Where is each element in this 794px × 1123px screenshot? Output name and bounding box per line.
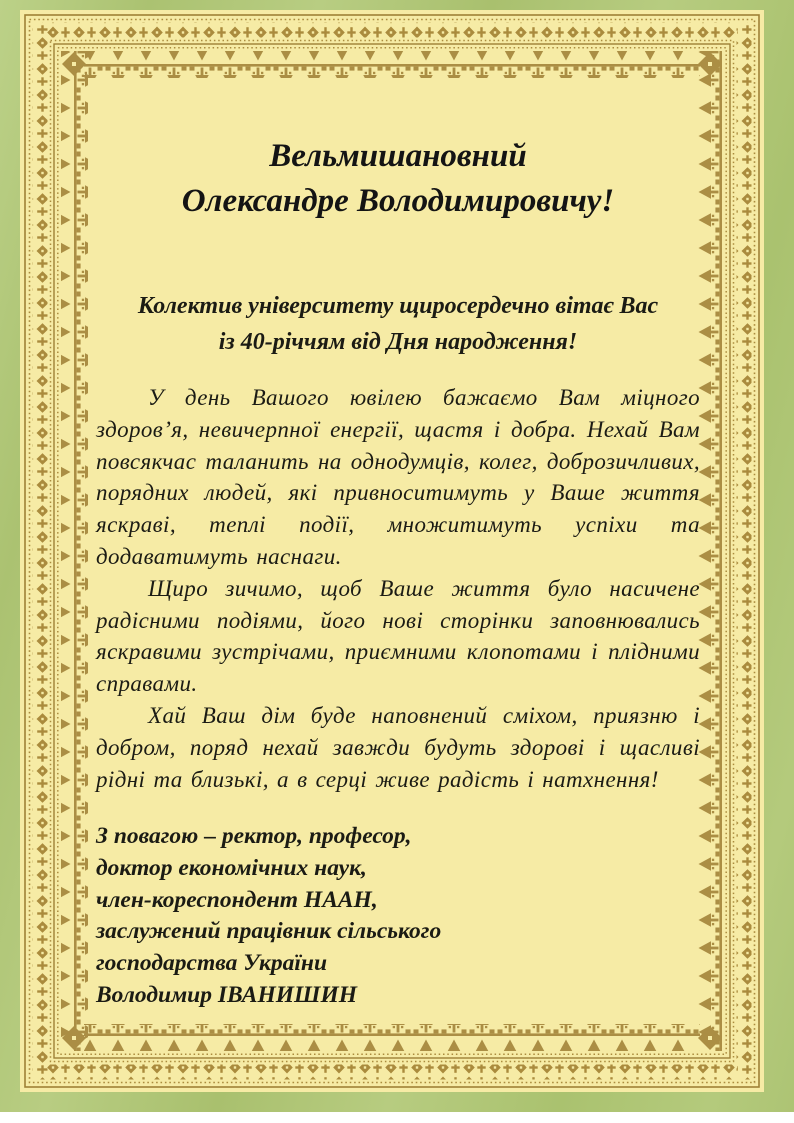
bottom-white-strip [0, 1112, 794, 1123]
greeting-block [96, 288, 700, 360]
title-line-1: Вельмишановний [269, 138, 527, 174]
greeting-line-1: Колектив університету щиросердечно вітає Вас [137, 293, 659, 319]
letter-content [20, 10, 764, 1092]
paragraph-1: У день Вашого ювілею бажаємо Вам міцного здоров’я, невичерпної енергії, щастя і добра. Нехай Вам повсякчас таланить на однодумців, колег, доброзичливих, порядних людей, які привноситимуть у Ваше життя яскраві, теплі події, множитимуть успіхи та додаватимуть наснаги. [96, 385, 700, 569]
signature-line-3: член-кореспондент НААН, [96, 886, 378, 913]
signature-line-5: господарства України [96, 950, 328, 977]
body-paragraphs [96, 382, 700, 795]
title-line-2: Олександре Володимировичу! [181, 183, 615, 219]
signature-line-2: доктор економічних наук, [96, 855, 367, 882]
signature-block [96, 821, 700, 1011]
signature-line-4: заслужений працівник сільського [96, 918, 442, 945]
document-title [96, 134, 700, 224]
paragraph-2: Щиро зичимо, щоб Ваше життя було насичене радісними подіями, його нові сторінки заповнювались яскравими зустрічами, приємними клопотами і плідними справами. [96, 575, 700, 697]
greeting-card-panel [20, 10, 764, 1092]
signature-line-6: Володимир ІВАНИШИН [96, 981, 358, 1008]
paragraph-3: Хай Ваш дім буде наповнений сміхом, приязню і добром, поряд нехай завжди будуть здорові і щасливі рідні та близькі, а в серці живе радість і натхнення! [96, 702, 700, 792]
signature-line-1: З повагою – ректор, професор, [96, 823, 412, 850]
greeting-line-2: із 40-річчям від Дня народження! [218, 329, 578, 355]
